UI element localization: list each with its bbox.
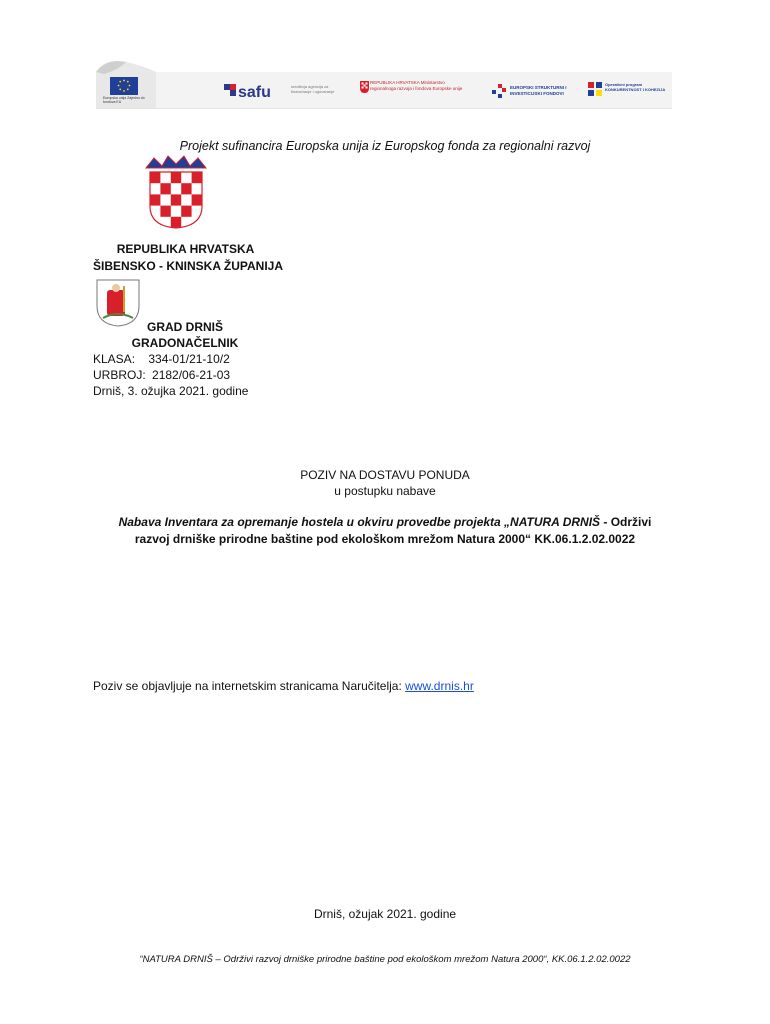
project-funding-note: Projekt sufinancira Europska unija iz Europskog fonda za regionalni razvoj: [179, 139, 591, 153]
klasa-line: [93, 352, 230, 366]
publication-line: [93, 679, 474, 693]
closing-date: Drniš, ožujak 2021. godine: [313, 907, 457, 921]
urbroj-value: 2182/06-21-03: [152, 368, 231, 382]
date-place: Drniš, 3. ožujka 2021. godine: [93, 384, 249, 398]
office-title: GRADONAČELNIK: [131, 336, 239, 350]
publication-text: Poziv se objavljuje na internetskim stranicama Naručitelja:: [93, 679, 406, 693]
subject-italic-part: Nabava Inventara za opremanje hostela u okviru provedbe projekta „NATURA DRNIŠ: [118, 515, 601, 529]
procurement-subject: [100, 514, 670, 548]
klasa-value: 334-01/21-10/2: [148, 352, 230, 366]
klasa-label: KLASA:: [93, 352, 136, 366]
subject-line-2: razvoj drniške prirodne baštine pod ekološkom mrežom Natura 2000“ KK.06.1.2.02.0022: [134, 532, 636, 546]
urbroj-label: URBROJ:: [93, 368, 146, 382]
city-title: GRAD DRNIŠ: [146, 320, 223, 334]
croatia-coat-of-arms-icon: [144, 154, 208, 230]
county-title: ŠIBENSKO - KNINSKA ŽUPANIJA: [93, 259, 284, 273]
esif-stars-icon: [492, 84, 508, 100]
republic-title: REPUBLIKA HRVATSKA: [116, 242, 255, 256]
croatia-small-shield-icon: [360, 81, 369, 93]
op-logo-text: Operativni program KONKURENTNOST I KOHEZIJA: [605, 82, 666, 92]
subject-rest-part: - Održivi: [600, 515, 652, 529]
eu-flag-icon: [110, 77, 138, 95]
safu-mark-icon: [224, 84, 236, 96]
eu-caption: Europska unija Zajedno do fondova EU: [103, 96, 145, 104]
ministry-logo-text: REPUBLIKA HRVATSKA Ministarstvo regionalnoga razvoja i fondova Europske unije: [370, 80, 463, 91]
page-footer: “NATURA DRNIŠ – Održivi razvoj drniške prirodne baštine pod ekološkom mrežom Natura 2000“, KK.06.1.2.02.0022: [139, 954, 631, 965]
safu-logo: safu: [238, 84, 271, 101]
safu-subtitle: središnja agencija za financiranje i ugovaranje: [291, 84, 335, 94]
op-logo-icon: [588, 82, 602, 96]
call-subtitle: u postupku nabave: [334, 484, 436, 498]
subject-line-1: [100, 514, 670, 531]
drnis-website-link[interactable]: www.drnis.hr: [405, 679, 474, 693]
esif-logo-text: EUROPSKI STRUKTURNI I INVESTICIJSKI FONDOVI: [510, 85, 567, 96]
urbroj-line: [93, 368, 230, 382]
call-title: POZIV NA DOSTAVU PONUDA: [300, 468, 470, 482]
